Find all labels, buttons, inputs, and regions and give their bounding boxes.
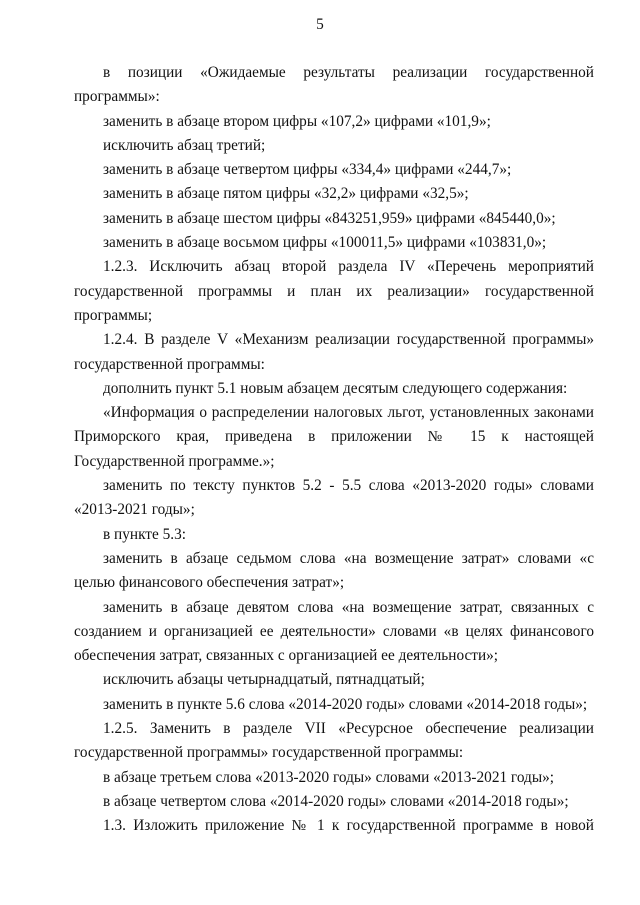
paragraph-expected-results: в позиции «Ожидаемые результаты реализации государственной программы»:: [74, 64, 594, 106]
paragraph-item-1-2-3: 1.2.3. Исключить абзац второй раздела IV «Перечень мероприятий государственной программы и план их реализации» государственной программы;: [74, 258, 594, 324]
page-number: 5: [316, 16, 324, 33]
paragraph-point-5-3: в пункте 5.3:: [103, 525, 186, 543]
paragraph-replace-abzac-2: заменить в абзаце втором цифры «107,2» цифрами «101,9»;: [103, 112, 491, 130]
paragraph-replace-abzac-7: заменить в абзаце седьмом слова «на возмещение затрат» словами «с целью финансового обеспечения затрат»;: [74, 549, 594, 592]
paragraph-item-1-3: 1.3. Изложить приложение № 1 к государственной программе в новой: [103, 817, 594, 835]
paragraph-replace-abzac-8: заменить в абзаце восьмом цифры «100011,5» цифрами «103831,0»;: [103, 234, 547, 252]
paragraph-abzac-4-years: в абзаце четвертом слова «2014-2020 годы» словами «2014-2018 годы»;: [103, 792, 569, 810]
paragraph-abzac-3-years: в абзаце третьем слова «2013-2020 годы» словами «2013-2021 годы»;: [103, 768, 554, 786]
paragraph-add-abzac-10: дополнить пункт 5.1 новым абзацем десятым следующего содержания:: [103, 379, 568, 397]
paragraph-replace-point-5-6: заменить в пункте 5.6 слова «2014-2020 годы» словами «2014-2018 годы»;: [103, 695, 588, 713]
paragraph-replace-abzac-5: заменить в абзаце пятом цифры «32,2» цифрами «32,5»;: [103, 185, 469, 203]
paragraph-replace-abzac-9: заменить в абзаце девятом слова «на возмещение затрат, связанных с созданием и организацией ее деятельности» словами «в целях финансового обеспечения затрат, связанных с организацией ее деятельности»;: [74, 598, 594, 665]
paragraph-exclude-abzac-3: исключить абзац третий;: [103, 136, 266, 154]
paragraph-replace-abzac-6: заменить в абзаце шестом цифры «843251,959» цифрами «845440,0»;: [103, 209, 556, 227]
paragraph-replace-abzac-4: заменить в абзаце четвертом цифры «334,4» цифрами «244,7»;: [103, 161, 512, 179]
paragraph-replace-years-5-2: заменить по тексту пунктов 5.2 - 5.5 слова «2013-2020 годы» словами «2013-2021 годы»;: [74, 477, 594, 519]
document-body: [74, 61, 594, 839]
paragraph-item-1-2-5: 1.2.5. Заменить в разделе VII «Ресурсное обеспечение реализации государственной программы» государственной программы:: [74, 720, 594, 762]
paragraph-tax-benefits: «Информация о распределении налоговых льгот, установленных законами Приморского края, приведена в приложении № 15 к настоящей Государственной программе.»;: [74, 404, 594, 470]
paragraph-exclude-abzac-14-15: исключить абзацы четырнадцатый, пятнадцатый;: [103, 671, 425, 689]
paragraph-item-1-2-4: 1.2.4. В разделе V «Механизм реализации государственной программы» государственной программы:: [74, 331, 594, 373]
